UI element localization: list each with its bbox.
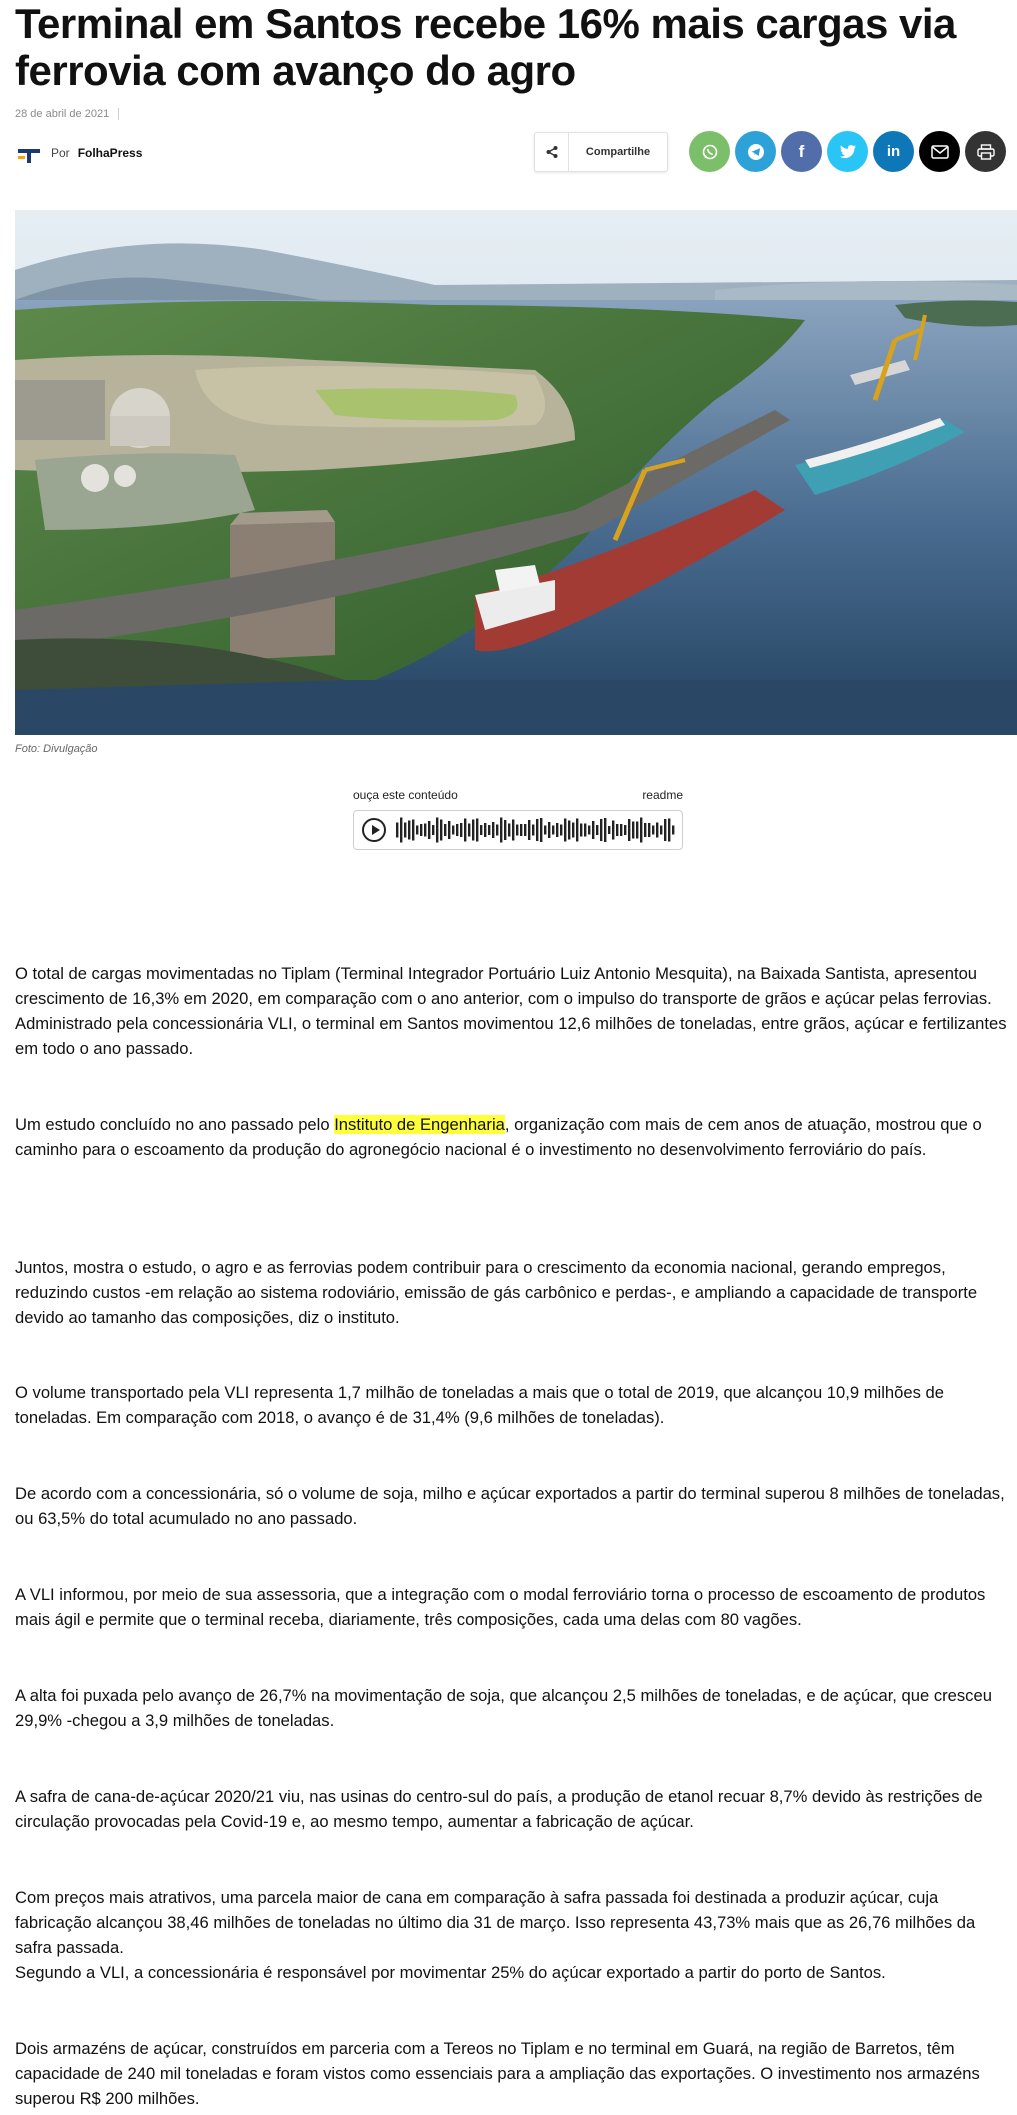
article-title: Terminal em Santos recebe 16% mais cargas via ferrovia com avanço do agro bbox=[15, 0, 956, 94]
article-paragraph-4: O volume transportado pela VLI representa 1,7 milhão de toneladas a mais que o total de 2019, que alcançou 10,9 milhões de toneladas. Em comparação com 2018, o avanço é de 31,4% (9,6 milhões de toneladas). bbox=[15, 1383, 944, 1427]
email-icon bbox=[931, 145, 949, 159]
paragraph-2-text-start: Um estudo concluído no ano passado pelo bbox=[15, 1115, 335, 1134]
share-button[interactable] bbox=[534, 132, 668, 172]
author-byline bbox=[15, 141, 142, 165]
readme-link[interactable]: readme bbox=[642, 788, 683, 802]
print-icon bbox=[977, 144, 995, 160]
article-paragraph-2 bbox=[15, 1112, 1015, 1162]
print-button[interactable] bbox=[965, 131, 1006, 172]
audio-player-header bbox=[353, 788, 683, 802]
photo-caption: Foto: Divulgação bbox=[15, 743, 98, 755]
whatsapp-icon bbox=[701, 143, 719, 161]
play-icon[interactable] bbox=[362, 818, 386, 842]
facebook-share-button[interactable] bbox=[781, 131, 822, 172]
article-paragraph-5: De acordo com a concessionária, só o volume de soja, milho e açúcar exportados a partir do terminal superou 8 milhões de toneladas, ou 63,5% do total acumulado no ano passado. bbox=[15, 1484, 1005, 1528]
article-date: 28 de abril de 2021 bbox=[15, 108, 110, 120]
twitter-share-button[interactable] bbox=[827, 131, 868, 172]
article-paragraph-8: A safra de cana-de-açúcar 2020/21 viu, nas usinas do centro-sul do país, a produção de etanol recuar 8,7% devido às restrições de circulação provocadas pela Covid-19 e, ao mesmo tempo, aumentar a fabricação de açúcar. bbox=[15, 1787, 983, 1831]
article-paragraph-1: O total de cargas movimentadas no Tiplam (Terminal Integrador Portuário Luiz Antonio Mesquita), na Baixada Santista, apresentou crescimento de 16,3% em 2020, em comparação com o ano anterior, com o impulso do transporte de grãos e açúcar pelas ferrovias. Administrado pela concessionária VLI, o terminal em Santos movimentou 12,6 milhões de toneladas, entre grãos, açúcar e fertilizantes em todo o ano passado. bbox=[15, 964, 1007, 1058]
article-paragraph-6: A VLI informou, por meio de sua assessoria, que a integração com o modal ferroviário torna o processo de escoamento de produtos mais ágil e permite que o terminal receba, diariamente, três composições, cada uma delas com 80 vagões. bbox=[15, 1585, 986, 1629]
paragraph-9-continuation: Segundo a VLI, a concessionária é responsável por movimentar 25% do açúcar exportado a partir do porto de Santos. bbox=[15, 1963, 886, 1982]
article-paragraph-7: A alta foi puxada pelo avanço de 26,7% na movimentação de soja, que alcançou 2,5 milhões de toneladas, e de açúcar, que cresceu 29,9% -chegou a 3,9 milhões de toneladas. bbox=[15, 1686, 992, 1730]
author-name[interactable]: FolhaPress bbox=[77, 146, 143, 160]
audio-label: ouça este conteúdo bbox=[353, 788, 458, 802]
article-paragraph-10: Dois armazéns de açúcar, construídos em parceria com a Tereos no Tiplam e no terminal em Guará, na região de Barretos, têm capacidade de 240 mil toneladas e foram vistos como essenciais para a ampliação das exportações. O investimento nos armazéns superou R$ 200 milhões. bbox=[15, 2039, 980, 2108]
share-label: Compartilhe bbox=[585, 146, 651, 158]
article-photo bbox=[15, 210, 1017, 735]
linkedin-share-button[interactable] bbox=[873, 131, 914, 172]
telegram-icon bbox=[747, 143, 765, 161]
telegram-share-button[interactable] bbox=[735, 131, 776, 172]
email-share-button[interactable] bbox=[919, 131, 960, 172]
facebook-icon: f bbox=[798, 141, 805, 161]
instituto-engenharia-link[interactable]: Instituto de Engenharia bbox=[334, 1115, 505, 1134]
author-prefix: Por bbox=[51, 146, 70, 160]
article-paragraph-9 bbox=[15, 1885, 1015, 1985]
whatsapp-share-button[interactable] bbox=[689, 131, 730, 172]
twitter-icon bbox=[839, 144, 857, 160]
audio-player bbox=[353, 810, 683, 850]
folhapress-logo bbox=[15, 142, 43, 164]
paragraph-2-text-end: , organização com mais de cem anos de atuação, mostrou que o caminho para o escoamento da produção do agronegócio nacional é o investimento no desenvolvimento ferroviário do país. bbox=[15, 1115, 982, 1159]
meta-divider bbox=[118, 108, 119, 120]
article-paragraph-3: Juntos, mostra o estudo, o agro e as ferrovias podem contribuir para o crescimento da economia nacional, gerando empregos, reduzindo custos -em relação ao sistema rodoviário, emissão de gás carbônico e perdas-, e ampliando a capacidade de transporte devido ao tamanho das composições, diz o instituto. bbox=[15, 1258, 978, 1327]
share-icon bbox=[535, 133, 569, 171]
paragraph-9-text: Com preços mais atrativos, uma parcela maior de cana em comparação à safra passada foi destinada a produzir açúcar, cuja fabricação alcançou 38,46 milhões de toneladas no último dia 31 de março. Isso representa 43,73% mais que as 26,76 milhões da safra passada. bbox=[15, 1888, 976, 1957]
linkedin-icon: in bbox=[886, 143, 901, 160]
audio-waveform[interactable] bbox=[396, 815, 678, 845]
